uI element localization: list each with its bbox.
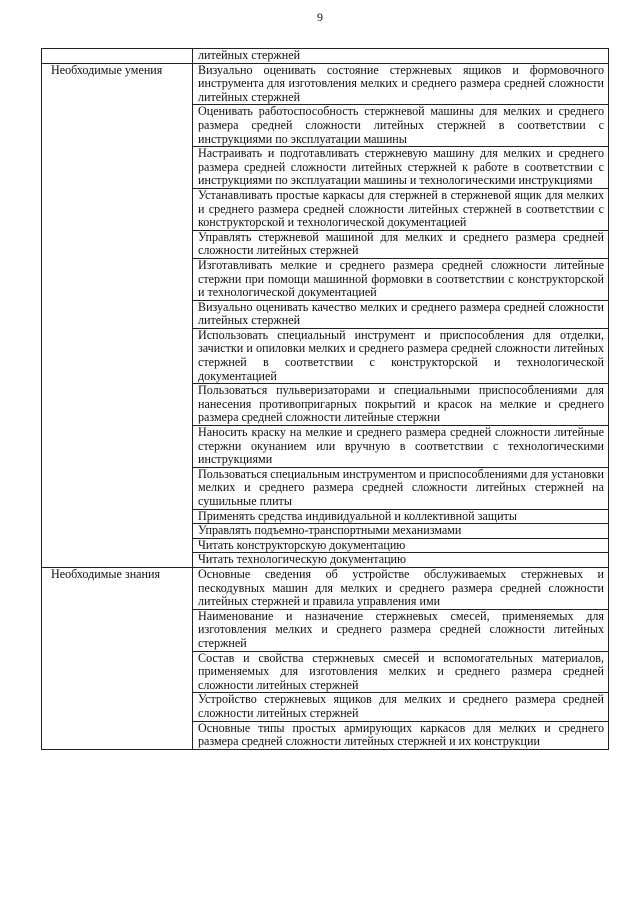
knowledge-item: Наименование и назначение стержневых смесей, применяемых для изготовления мелких и среднего размера средней сложности литейных стержней	[193, 609, 609, 651]
skills-item: Читать технологическую документацию	[193, 553, 609, 568]
continuation-row	[42, 49, 609, 64]
table-body	[42, 49, 609, 750]
knowledge-row	[42, 567, 609, 609]
skills-item: Изготавливать мелкие и среднего размера средней сложности литейные стержни при помощи машинной формовки в соответствии с конструкторской и технологической документацией	[193, 258, 609, 300]
knowledge-section-label: Необходимые знания	[42, 567, 193, 749]
skills-item: Устанавливать простые каркасы для стержней в стержневой ящик для мелких и среднего размера средней сложности литейных стержней в соответствии с конструкторской и технологической документацией	[193, 188, 609, 230]
skills-item: Наносить краску на мелкие и среднего размера средней сложности литейные стержни окунанием или вручную в соответствии с технологическими инструкциями	[193, 426, 609, 468]
skills-item: Читать конструкторскую документацию	[193, 538, 609, 553]
skills-item: Оценивать работоспособность стержневой машины для мелких и среднего размера средней сложности литейных стержней в соответствии с инструкциями по эксплуатации машины	[193, 105, 609, 147]
qualification-table	[41, 48, 609, 750]
skills-row	[42, 63, 609, 105]
skills-item: Применять средства индивидуальной и коллективной защиты	[193, 509, 609, 524]
page-number: 9	[317, 10, 323, 24]
knowledge-item: Основные сведения об устройстве обслуживаемых стержневых и пескодувных машин для мелких и среднего размера средней сложности литейных стержней и правила управления ими	[193, 567, 609, 609]
skills-item: Использовать специальный инструмент и приспособления для отделки, зачистки и опиловки мелких и среднего размера средней сложности литейных стержней в соответствии с конструкторской и технологической документацией	[193, 328, 609, 383]
skills-item: Настраивать и подготавливать стержневую машину для мелких и среднего размера средней сложности литейных стержней к работе в соответствии с инструкциями по эксплуатации машины и технологическими инструкциями	[193, 147, 609, 189]
continuation-text: литейных стержней	[193, 49, 609, 64]
knowledge-item: Устройство стержневых ящиков для мелких и среднего размера средней сложности литейных стержней	[193, 693, 609, 721]
skills-item: Пользоваться специальным инструментом и приспособлениями для установки мелких и среднего размера средней сложности литейных стержней на сушильные плиты	[193, 467, 609, 509]
skills-item: Управлять стержневой машиной для мелких и среднего размера средней сложности литейных стержней	[193, 230, 609, 258]
empty-label-cell	[42, 49, 193, 64]
knowledge-item: Состав и свойства стержневых смесей и вспомогательных материалов, применяемых для изготовления мелких и среднего размера средней сложности литейных стержней	[193, 651, 609, 693]
skills-item: Пользоваться пульверизаторами и специальными приспособлениями для нанесения противопригарных покрытий и красок на мелкие и среднего размера средней сложности литейные стержни	[193, 384, 609, 426]
knowledge-item: Основные типы простых армирующих каркасов для мелких и среднего размера средней сложности литейных стержней и их конструкции	[193, 721, 609, 749]
skills-item: Визуально оценивать состояние стержневых ящиков и формовочного инструмента для изготовления мелких и среднего размера средней сложности литейных стержней	[193, 63, 609, 105]
skills-section-label: Необходимые умения	[42, 63, 193, 567]
skills-item: Управлять подъемно-транспортными механизмами	[193, 524, 609, 539]
skills-item: Визуально оценивать качество мелких и среднего размера средней сложности литейных стержней	[193, 300, 609, 328]
